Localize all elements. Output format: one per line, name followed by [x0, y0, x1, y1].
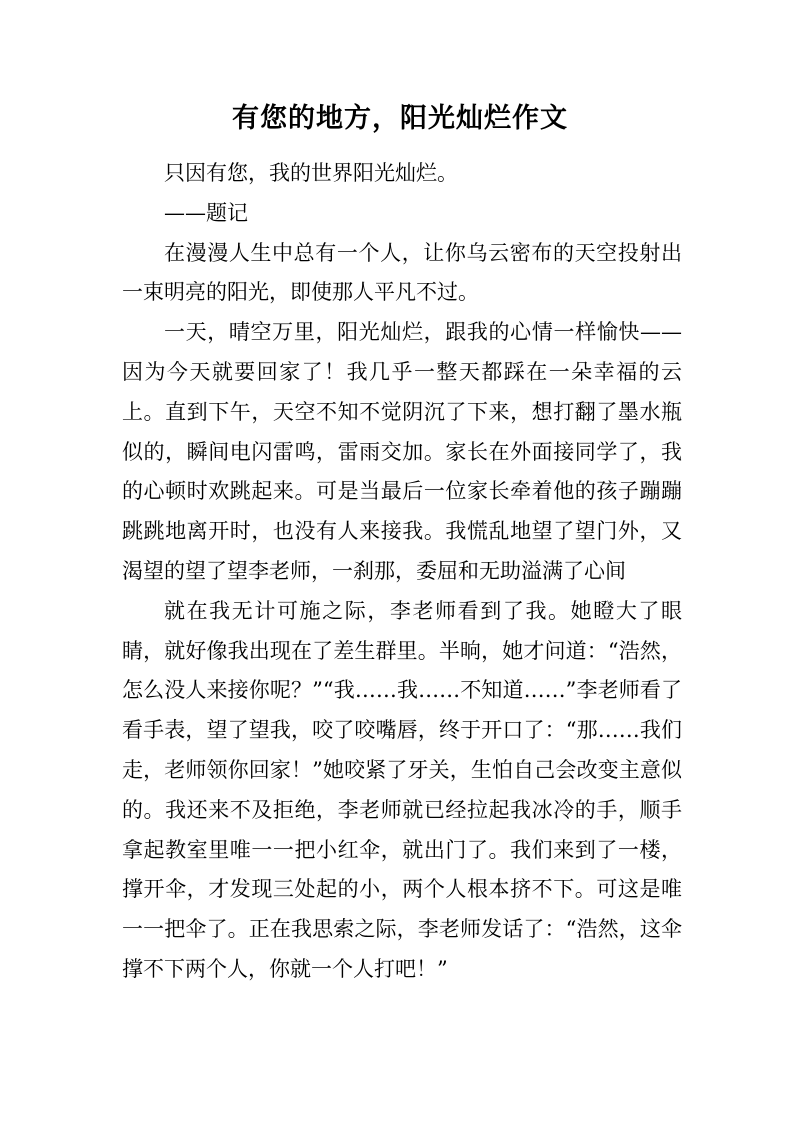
paragraph-story-2: 就在我无计可施之际，李老师看到了我。她瞪大了眼睛，就好像我出现在了差生群里。半晌，她才问道：“浩然，怎么没人来接你呢？”“我……我……不知道……”李老师看了看手表，望了望我，咬了咬嘴唇，终于开口了：“那……我们走，老师领你回家！”她咬紧了牙关，生怕自己会改变主意似的。我还来不及拒绝，李老师就已经拉起我冰冷的手，顺手拿起教室里唯一一把小红伞，就出门了。我们来到了一楼，撑开伞，才发现三处起的小，两个人根本挤不下。可这是唯一一把伞了。正在我思索之际，李老师发话了：“浩然，这伞撑不下两个人，你就一个人打吧！” — [122, 598, 682, 981]
paragraph-story-1: 一天，晴空万里，阳光灿烂，跟我的心情一样愉快——因为今天就要回家了！我几乎一整天都踩在一朵幸福的云上。直到下午，天空不知不觉阴沉了下来，想打翻了墨水瓶似的，瞬间电闪雷鸣，雷雨交加。家长在外面接同学了，我的心顿时欢跳起来。可是当最后一位家长牵着他的孩子蹦蹦跳跳地离开时，也没有人来接我。我慌乱地望了望门外，又渴望的望了望李老师，一刹那，委屈和无助溢满了心间 — [122, 320, 682, 583]
paragraph-epigraph: 只因有您，我的世界阳光灿烂。 — [164, 161, 458, 185]
document-title: 有您的地方，阳光灿烂作文 — [232, 103, 568, 134]
paragraph-intro: 在漫漫人生中总有一个人，让你乌云密布的天空投射出一束明亮的阳光，即使那人平凡不过。 — [122, 240, 682, 305]
paragraph-epigraph-source: ——题记 — [164, 200, 248, 225]
document-body — [122, 154, 682, 990]
